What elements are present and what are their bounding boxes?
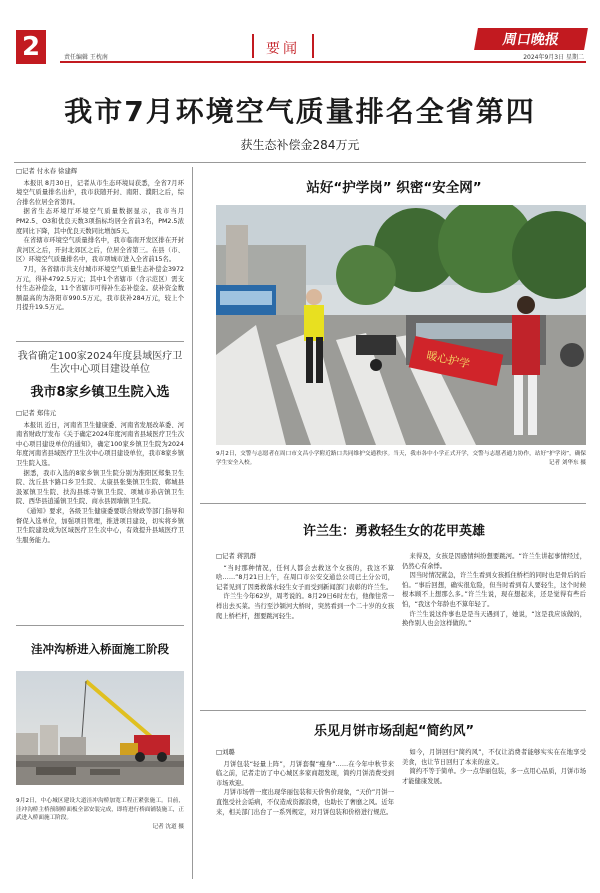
clinic-article	[16, 409, 184, 617]
divider	[16, 625, 184, 626]
hero-headline: 许兰生：勇救轻生女的花甲英雄	[302, 524, 485, 539]
guard-caption: 9月2日，交警与志愿者在周口市文昌小学附近路口共同维护交通秩序。当天，我市各中小学正式开学，交警与志愿者通力协作，站好“护学岗”，确保学生安全入校。	[216, 451, 586, 466]
hero-article-right	[402, 552, 586, 704]
mooncake-paragraph: 如今，月饼回归“简约风”，不仅让消费者能够实实在在地享受美食，也让节日回归了本来的意义。	[402, 749, 586, 766]
lead-paragraph: 7月，各省辖市共支付城市环境空气质量生态补偿金3972万元，得补4792.5万元；其中1个省辖市（含示范区）需支付生态补偿金，11个省辖市可得补生态补偿金。获补资金数额最高的为洛阳市990.5万元，我市获补284万元，较上个月提升19.5万元。	[16, 265, 184, 312]
lead-article	[16, 167, 184, 335]
bridge-headline: 洼冲沟桥进入桥面施工阶段	[31, 642, 169, 656]
guard-caption-block	[216, 450, 586, 467]
lead-headline: 我市7月环境空气质量排名全省第四	[64, 95, 536, 128]
guard-photo	[216, 205, 586, 445]
clinic-paragraph: 本报讯 近日，河南省卫生健康委、河南省发展改革委、河南省财政厅发布《关于确定2024年度河南省县域医疗卫生次中心项目建设单位的通知》，确定100家乡镇卫生院为2024年度河南省县域医疗卫生次中心项目建设单位，我市8家乡镇卫生院入选。	[16, 421, 184, 467]
mooncake-paragraph: 简约不等于简单。少一点华丽包装，多一点用心品质，月饼市场才能健康发展。	[402, 768, 586, 785]
bridge-caption: 9月2日，中心城区建设大道洼冲沟桥加宽工程正紧张施工。目前，洼冲沟桥主桥预制桥面板全部安装完成，即将进行桥面铺装施工，正武进入桥面施工阶段。	[16, 798, 184, 822]
mooncake-article-right	[402, 748, 586, 878]
hero-byline: □记者 蒋凯群	[216, 552, 257, 560]
lead-byline: □记者 付永春 徐建辉	[16, 167, 78, 175]
mooncake-article-left	[216, 748, 394, 878]
clinic-heading-block	[16, 350, 184, 402]
guard-credit: 记者 刘华东 摄	[548, 459, 586, 466]
clinic-headline: 我市8家乡镇卫生院入选	[30, 385, 170, 400]
hero-paragraph: 因当时情况紧急，许兰生看到女孩抓住桥栏的同时也是骨后的后怕。“事后回想，确实很危险，但当时看到有人要轻生，这个时候根本顾不上想那么多。”许兰生说，现在想起来，还是觉得有些后怕，“我这个年龄也不算年轻了。	[402, 572, 586, 608]
page-header	[0, 0, 600, 62]
issue-date: 2024年9月3日 星期二	[523, 54, 584, 61]
section-name: 要闻	[266, 38, 300, 58]
hero-paragraph: 许兰生说这件事也是是当天遇到了，她说，“这是我应该做的，换作别人也会这样做的。”	[402, 610, 586, 628]
mooncake-headline: 乐见月饼市场刮起“简约风”	[313, 724, 475, 739]
clinic-subhead: 我省确定100家2024年度县域医疗卫生次中心项目建设单位	[17, 351, 183, 375]
hero-paragraph: 许兰生今年62岁，周考说的。8月29日6时左右，他像往常一样出去买菜。当行至沙颍河大桥时，突然看到一个二十岁的女孩爬上桥栏杆，想要跳河轻生。	[216, 593, 394, 620]
lead-paragraph: 据省生态环境厅环境空气质量数据显示，我市当月PM2.5、O3和优良天数3项指标均居全省前3名，PM2.5浓度同比下降，其中优良天数同比增加5天。	[16, 208, 184, 235]
mooncake-paragraph: 月饼包装“轻量上阵”，月饼套餐“瘦身”……在今年中秋节来临之前，记者走访了中心城区多家商超发现，简约月饼消费受到市场欢迎。	[216, 760, 394, 787]
hero-paragraph: 来得及，女孩是因感情纠纷想要跳河。“许兰生讲起事情经过，仍然心有余悸。	[402, 553, 586, 570]
bridge-caption-block	[16, 797, 184, 831]
hero-article-left	[216, 552, 394, 704]
guard-headline: 站好“护学岗” 织密“安全网”	[306, 180, 482, 196]
bridge-credit: 记者 沈道 摄	[152, 823, 184, 830]
mooncake-byline: □刘璐	[216, 748, 235, 756]
column-divider	[192, 167, 193, 879]
newspaper-logo: 周口晚报	[474, 28, 588, 50]
editors-line: 责任编辑 王枕南	[64, 54, 108, 61]
bridge-photo	[16, 671, 184, 785]
lead-paragraph: 在省辖市环境空气质量排名中，我市临南开发区排在开封黄河区之后，开封北郊区之后，位居全省第三。在县（市、区）环境空气质量排名中，我市项城市进入全省前15名。	[16, 237, 184, 264]
clinic-paragraph: 据悉，我市入选的8家乡镇卫生院分别为淮阳区郑集卫生院、沈丘县卞路口乡卫生院、太康县张集镇卫生院、郸城县汲冢镇卫生院、扶沟县练寺镇卫生院、项城市孙店镇卫生院、西华县逍遥镇卫生院、商水县固墙镇卫生院。	[16, 469, 184, 506]
divider	[16, 341, 184, 342]
lead-subhead: 获生态补偿金284万元	[240, 138, 360, 152]
divider	[14, 162, 586, 163]
divider	[200, 710, 586, 711]
divider	[200, 503, 586, 504]
clinic-byline: □记者 郑伟元	[16, 409, 57, 417]
page-number: 2	[16, 30, 46, 64]
hero-paragraph: “当时那种情况，任何人都会去救这个女孩的，我这不算啥……”8月21日上午，在周口市公安交通总公司已土分公司，记者见到了因勇救落水轻生女子而受到新闻部门表彰的许兰生。	[216, 564, 394, 591]
header-rule	[60, 61, 586, 63]
lead-paragraph: 本报讯 8月30日，记者从市生态环境局获悉，全省7月环境空气质量排名出炉，我市获随开封、南阳、濮阳之后，综合排名位居全省第四。	[16, 179, 184, 206]
guard-banner-text: 暖心护学	[425, 348, 471, 371]
clinic-paragraph: 《通知》要求，各级卫生健康委要联合财政等部门指导和督促入选单位，加强项目管理，推进项目建设，切实将乡镇卫生院建设成为区域医疗卫生次中心，有效提升县域医疗卫生服务能力。	[16, 507, 184, 544]
mooncake-paragraph: 月饼市场曾一度出现华丽包装和天价售价现象，“天价”月饼一直饱受社会诟病，不仅造成资源浪费，也助长了奢靡之风。近年来，相关部门出台了一系列规定，对月饼包装和价格进行规范。	[216, 789, 394, 816]
